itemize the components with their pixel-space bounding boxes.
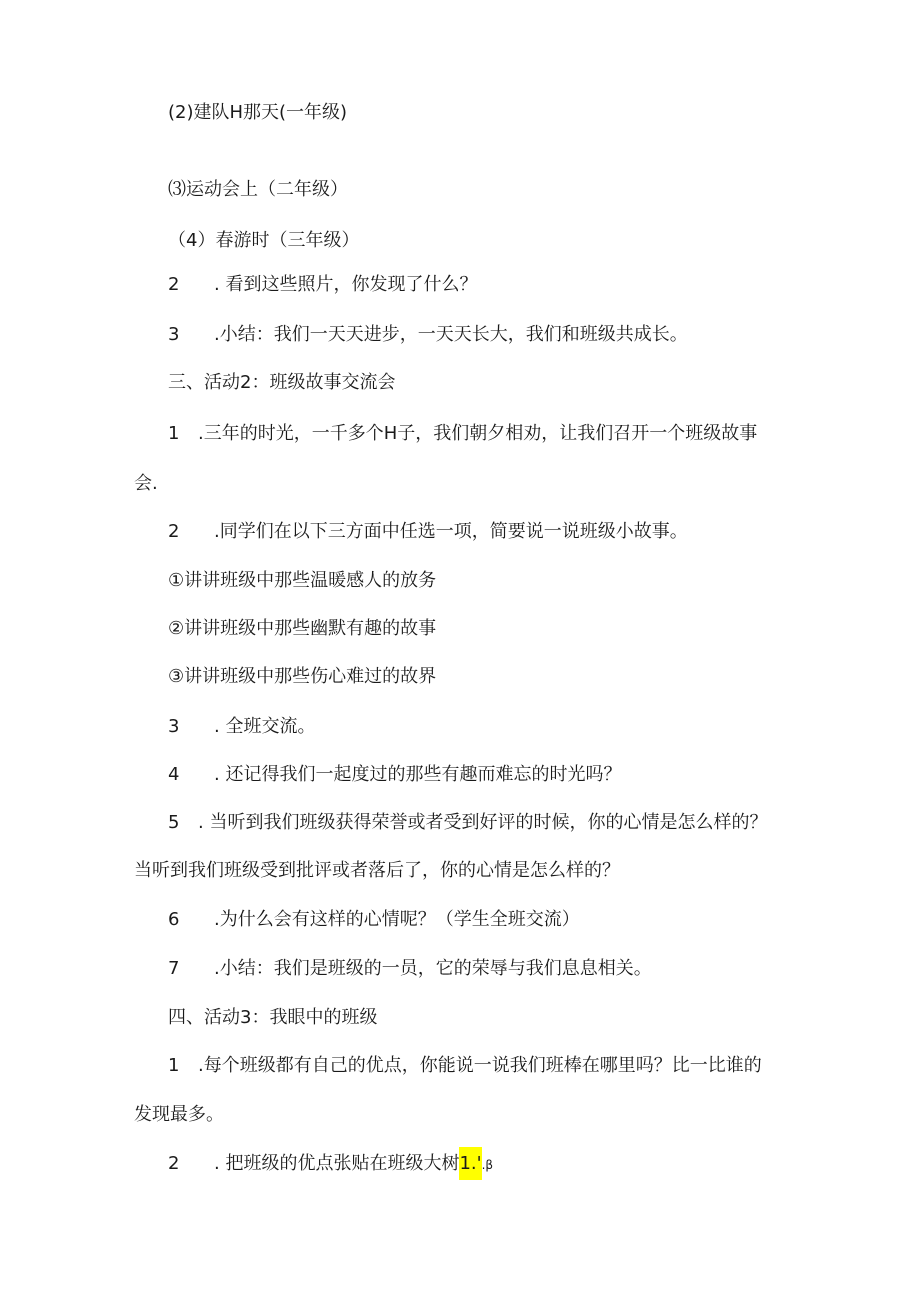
line-text: . 当听到我们班级获得荣誉或者受到好评的时候，你的心情是怎么样的？: [198, 812, 768, 833]
list-number: 2: [168, 1153, 180, 1174]
line-text: .同学们在以下三方面中任选一项，简要说一说班级小故事。: [214, 521, 688, 542]
line-text: .β: [481, 1158, 494, 1172]
text-line: [134, 1103, 224, 1127]
text-line: [168, 178, 348, 202]
text-line: [168, 1054, 762, 1078]
list-number: 6: [168, 909, 180, 930]
line-text: （4）春游时（三年级）: [168, 230, 360, 251]
line-text: . 全班交流。: [214, 716, 316, 737]
highlighted-text: 1.': [459, 1147, 481, 1180]
line-text: .为什么会有这样的心情呢？（学生全班交流）: [214, 909, 580, 930]
text-line: [168, 715, 315, 739]
text-line: [168, 617, 436, 641]
line-text: .小结：我们一天天进步，一天天长大，我们和班级共成长。: [214, 324, 688, 345]
list-number: 5: [168, 812, 180, 833]
text-line: [168, 763, 621, 787]
line-text: . 还记得我们一起度过的那些有趣而难忘的时光吗？: [214, 764, 622, 785]
line-text: ②讲讲班级中那些幽默有趣的故事: [168, 618, 437, 639]
list-number: 3: [168, 716, 180, 737]
text-line: [168, 101, 347, 125]
line-text: . 看到这些照片，你发现了什么？: [214, 274, 478, 295]
text-line: [168, 323, 688, 347]
line-text: 会.: [134, 473, 158, 494]
text-line: [168, 569, 436, 593]
list-number: 3: [168, 324, 180, 345]
line-text: 三、活动2：班级故事交流会: [168, 372, 396, 393]
text-line: [168, 957, 652, 981]
text-line: [168, 273, 477, 297]
list-number: 2: [168, 521, 180, 542]
text-line: [168, 229, 359, 253]
line-text: ③讲讲班级中那些伤心难过的故界: [168, 666, 437, 687]
line-text: ①讲讲班级中那些温暖感人的放务: [168, 570, 437, 591]
line-text: (2)建队H那天(一年级): [168, 102, 348, 123]
list-number: 7: [168, 958, 180, 979]
text-line: [168, 422, 757, 446]
line-text: .每个班级都有自己的优点，你能说一说我们班棒在哪里吗？比一比谁的: [198, 1055, 762, 1076]
text-line: [168, 811, 767, 835]
text-line: [168, 665, 436, 689]
text-line: [134, 472, 158, 496]
list-number: 4: [168, 764, 180, 785]
section-heading: [168, 1006, 377, 1030]
line-text: 发现最多。: [134, 1104, 224, 1125]
list-number: 1: [168, 423, 180, 444]
text-line: [168, 520, 688, 544]
text-line: [168, 908, 580, 932]
list-number: 2: [168, 274, 180, 295]
line-text: . 把班级的优点张贴在班级大树: [214, 1153, 460, 1174]
line-text: 四、活动3：我眼中的班级: [168, 1007, 378, 1028]
line-text: .小结：我们是班级的一员，它的荣辱与我们息息相关。: [214, 958, 652, 979]
line-text: 当听到我们班级受到批评或者落后了，你的心情是怎么样的？: [134, 860, 620, 881]
list-number: 1: [168, 1055, 180, 1076]
line-text: ⑶运动会上（二年级）: [168, 179, 348, 200]
text-line: [134, 859, 620, 883]
text-line: [168, 1152, 493, 1177]
line-text: .三年的时光，一千多个H子，我们朝夕相劝，让我们召开一个班级故事: [198, 423, 758, 444]
section-heading: [168, 371, 395, 395]
